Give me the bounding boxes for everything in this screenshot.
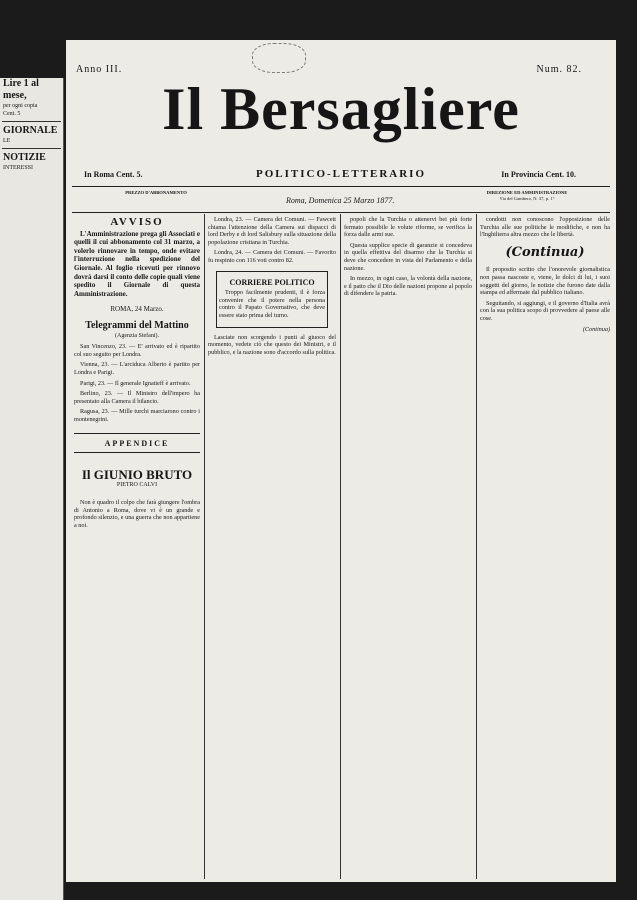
corriere-politico-box (216, 271, 328, 328)
corriere-politico-title: CORRIERE POLITICO (229, 277, 315, 287)
news-text: Questa supplice specie di garanzie si concedeva in quella effettiva del disarmo che la Turchia si deve che concedere in vista del Parlamento e della nazione. (344, 241, 472, 272)
subscription-box (76, 190, 236, 196)
price-rome: In Roma Cent. 5. (84, 170, 143, 179)
continua-title: (Continua) (505, 244, 585, 260)
strip-line: per ogni copia (3, 103, 38, 109)
masthead (66, 40, 616, 215)
telegram-item: Ragusa, 23. — Mille turchi marciarono contro i montenegrini. (74, 408, 200, 423)
column-4 (480, 216, 610, 878)
strip-line: GIORNALE (3, 125, 58, 136)
library-stamp-icon (252, 43, 306, 73)
telegram-item: Berlino, 23. — Il Ministro dell'impero ha presentato alla Camera il bilancio. (74, 390, 200, 405)
strip-line: LE (3, 138, 11, 144)
telegram-item: San Vincenzo, 23. — E' arrivato ed è ripartito col suo seguito per Londra. (74, 343, 200, 358)
feuilleton-text: Non è quadro il colpo che farà giungere l'ombra di Antonio a Roma, dove vi è un grande e profondo silenzio, e una guerra che non appartiene a noi. (74, 499, 200, 530)
news-text: Lasciate non scorgendo i punti al giuoco del momento, vedete ciò che questo dei Ministri, e il pubblico, e la nazione sono d'accordo sulla politica. (208, 333, 336, 356)
issue-number: Num. 82. (536, 64, 582, 75)
newspaper-subtitle: POLITICO-LETTERARIO (255, 168, 427, 180)
corriere-politico-text: Troppo facilmente prudenti, il è forza convenire che il potere nella persona contro il Papato Governativo, che deve essere stato prima del turno. (219, 289, 325, 319)
telegram-item: Vienna, 23. — L'arciduca Alberto è partito per Londra e Parigi. (74, 361, 200, 376)
newspaper-page (66, 40, 616, 882)
news-text: condotti non conoscono l'opposizione delle Turchia alle sue politiche le modifiche, e non ha l'Inghilterra altra mezzo che le libertà. (480, 216, 610, 239)
subscription-label: PREZZO D'ABBONAMENTO (125, 190, 187, 195)
news-text: Londra, 24. — Camera dei Comuni. — Favorito fu respinto con 116 voti contro 82. (208, 249, 336, 264)
telegrams-title: Telegrammi del Mattino (85, 319, 189, 331)
news-text: popoli che la Turchia o attenervi bei più forte fermato possibile le volute riforme, se verifica la forza dalle armi sue. (344, 216, 472, 239)
avviso-text: L'Amministrazione prega gli Associati e quelli il cui abbonamento col 31 marzo, a volerlo rinnovare in tempo, onde evitare l'interruzione nella spedizione del Giornale. Al foglio ricevuti per rinnovo dovrà darsi il conto delle copie quali viene spedito il Giornale di questa Amministrazione. (74, 229, 200, 298)
feuilleton-title: Il GIUNIO BRUTO (81, 467, 193, 483)
news-text: Londra, 23. — Camera dei Comuni. — Fawcett chiama l'attenzione della Camera sui dispacci di lord Derby e di lord Salisbury sulla situazione della popolazione cristiana in Turchia. (208, 216, 336, 246)
strip-line: NOTIZIE (3, 152, 46, 163)
column-2 (208, 216, 336, 878)
appendice-title: APPENDICE (104, 439, 170, 449)
news-text: Il proposito scritto che l'onorevole giornalistica non passa nascoste e, viene, le dolci di lui, i suoi soggetti del giorno, le notizie che furono date dalla stampa ed affermate dal pubblico italiano. (480, 266, 610, 297)
direction-label: DIREZIONE ED AMMINISTRAZIONE (486, 190, 568, 195)
news-text: In mezzo, in ogni caso, la volontà della nazione, e il patto che il Dio delle nazioni propone al popolo di difendere la patria. (344, 275, 472, 298)
column-1 (74, 216, 200, 878)
price-province: In Provincia Cent. 10. (501, 170, 576, 179)
column-3 (344, 216, 472, 878)
strip-line: Cent. 5 (3, 111, 21, 117)
continua-closing: (Continua) (582, 325, 610, 333)
feuilleton-author: PIETRO CALVI (116, 481, 158, 488)
news-text: Seguitando, si aggiungi, e il governo d'Italia avrà con la sua politica scopo di provvedere al paese alle cose. (480, 299, 610, 322)
strip-line: INTERESSI (3, 165, 33, 171)
strip-line: Lire 1 al mese, (3, 78, 39, 101)
date-line: Roma, Domenica 25 Marzo 1877. (286, 196, 395, 205)
direction-address: Via del Gambero, N. 37, p. 1° (499, 196, 555, 201)
previous-page-strip (0, 78, 64, 900)
telegrams-agency: (Agenzia Stefani). (115, 332, 159, 339)
year-label: Anno III. (76, 64, 123, 75)
avviso-title: AVVISO (110, 216, 164, 228)
direction-box (442, 190, 612, 202)
dateline: ROMA, 24 Marzo. (110, 305, 164, 314)
newspaper-title: Il Bersagliere (162, 76, 520, 142)
telegram-item: Parigi, 23. — Il generale Ignatieff è arrivato. (80, 379, 191, 387)
